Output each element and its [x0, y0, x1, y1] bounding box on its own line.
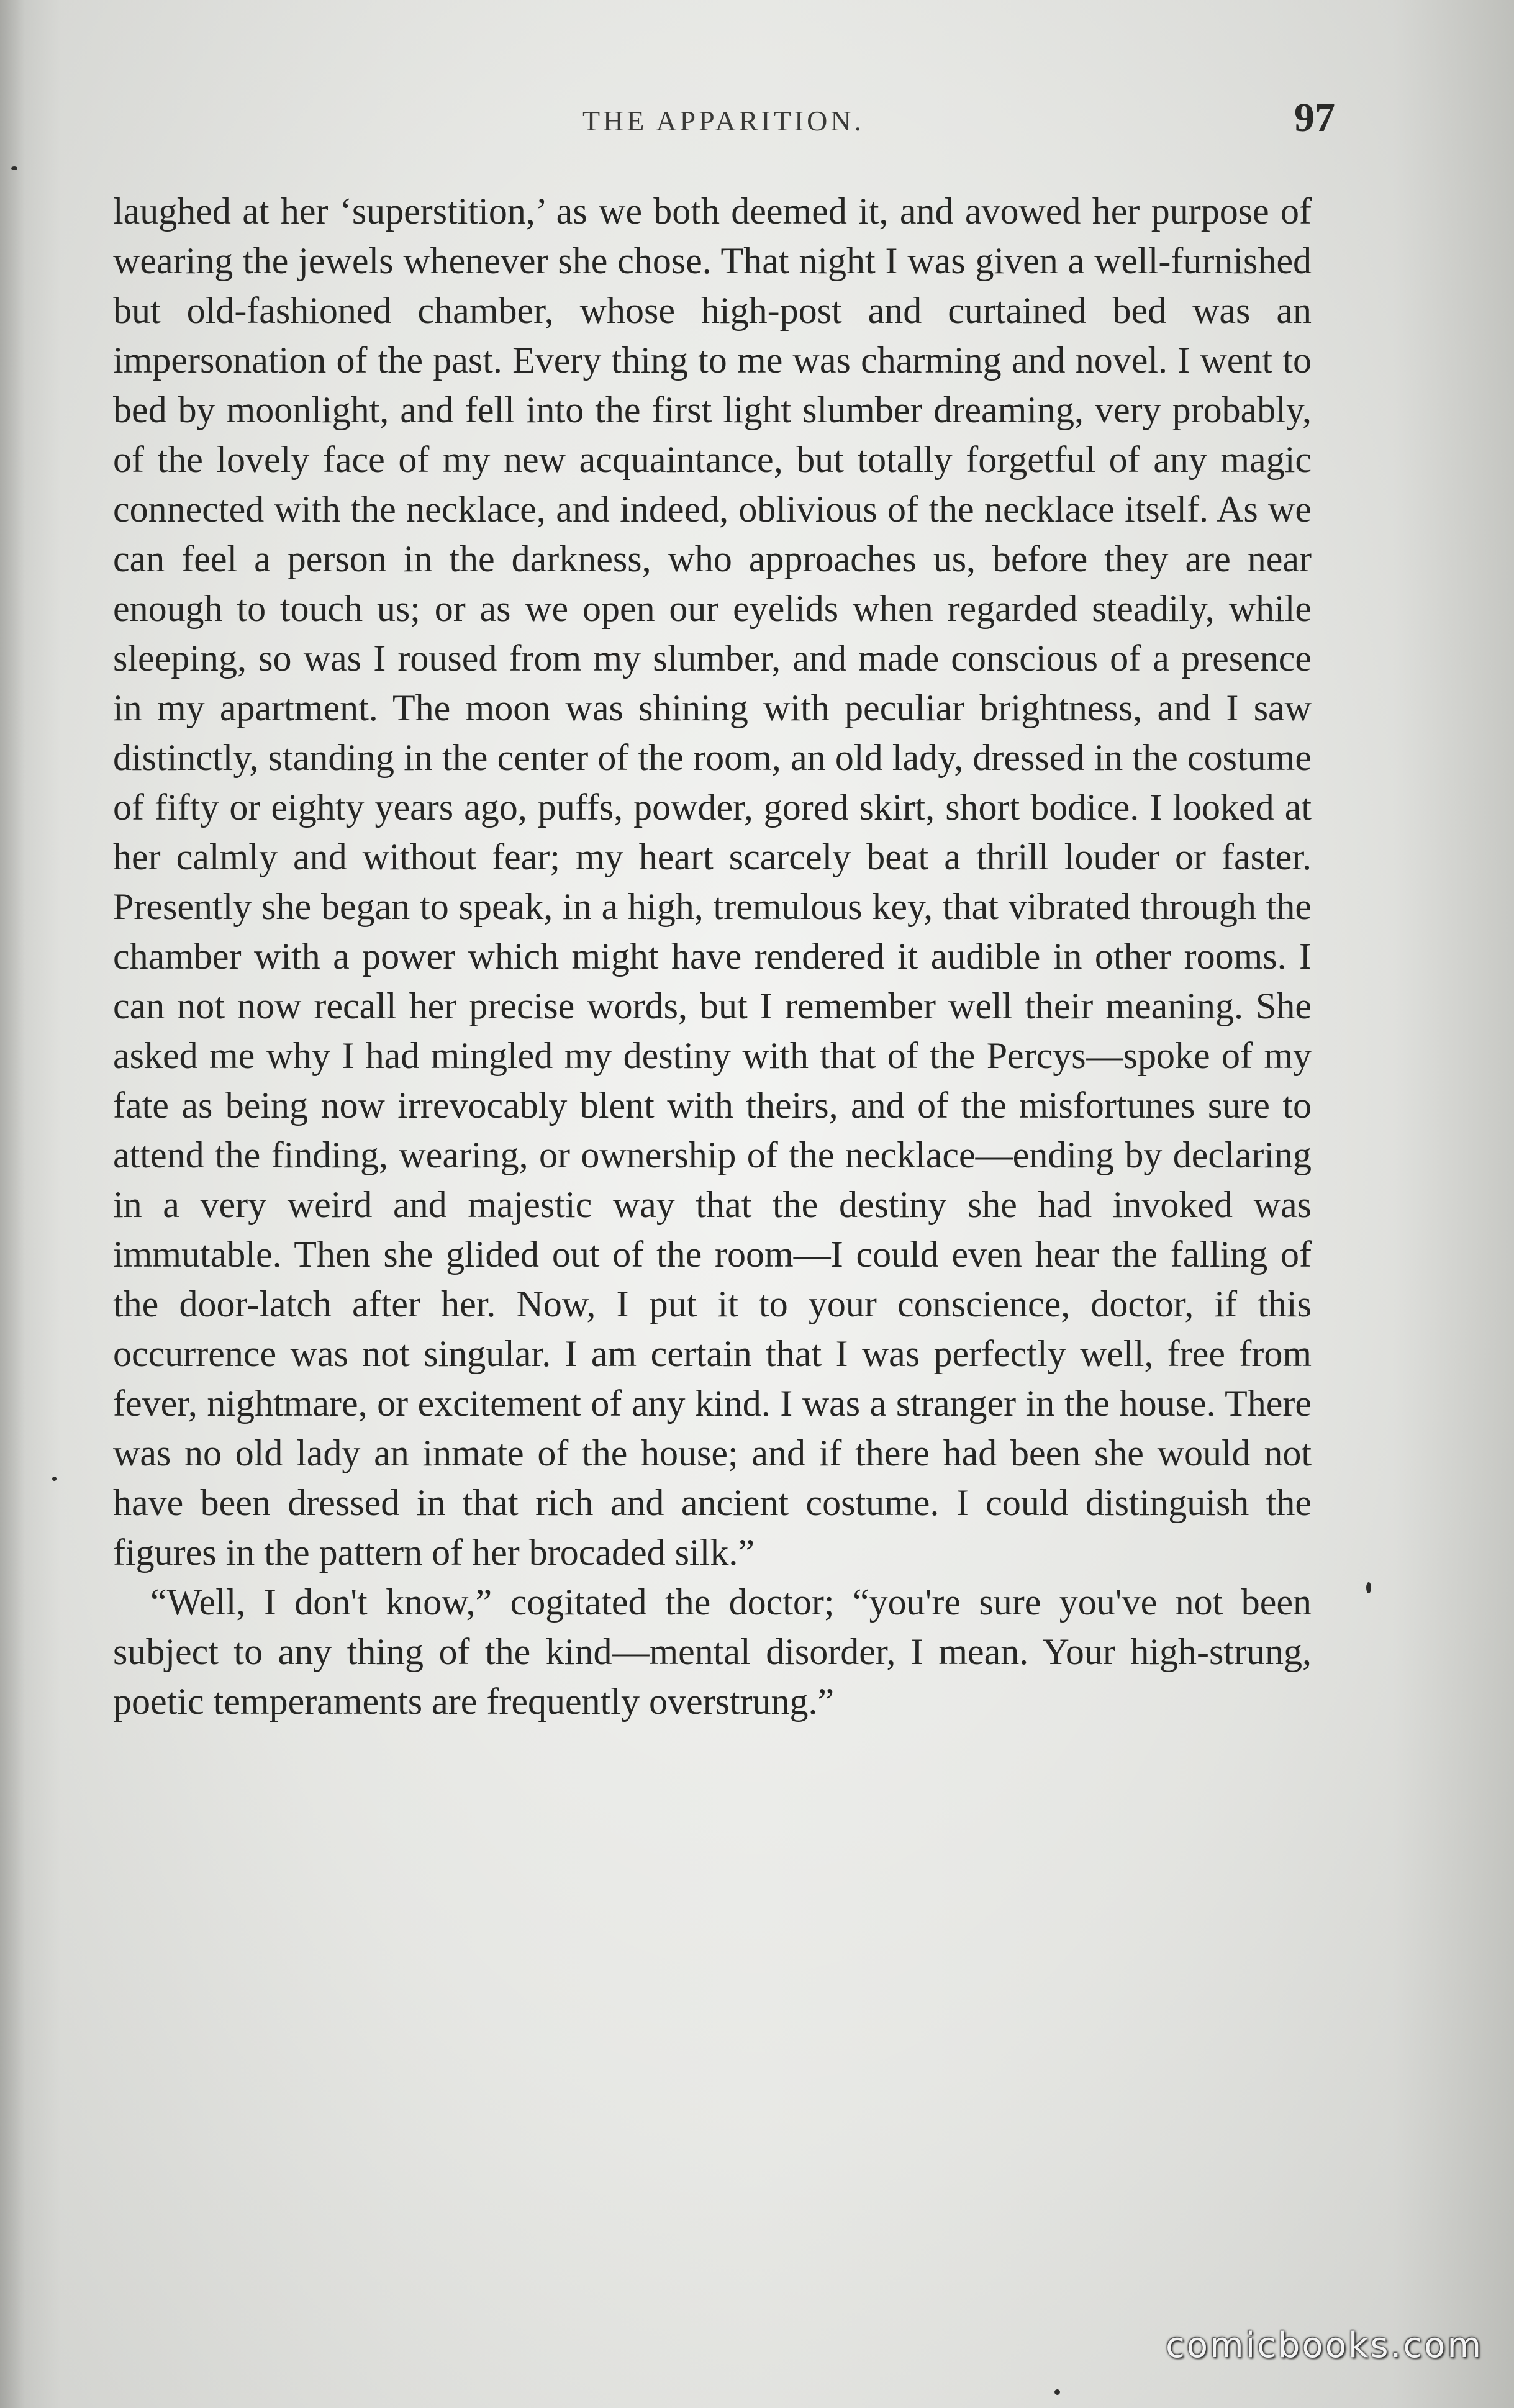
paragraph-2: “Well, I don't know,” cogitated the doctor; “you're sure you've not been subject to any thing of the kind—mental disorder, I mean. Your high-strung, poetic temperaments are frequently overstrung.”	[113, 1582, 1312, 1722]
watermark: comicbooks.com	[1165, 2325, 1483, 2366]
page-edge-shadow	[0, 0, 25, 2408]
paragraph-1: laughed at her ‘superstition,’ as we both deemed it, and avowed her purpose of wearing the jewels whenever she chose. That night I was given a well-furnished but old-fashioned chamber, whose high-post and curtained bed was an impersonation of the past. Every thing to me was charming and novel. I went to bed by moonlight, and fell into the first light slumber dreaming, very probably, of the lovely face of my new acquaintance, but totally forgetful of any magic connected with the necklace, and indeed, oblivious of the necklace itself. As we can feel a person in the darkness, who approaches us, before they are near enough to touch us; or as we open our eyelids when regarded steadily, while sleeping, so was I roused from my slumber, and made conscious of a presence in my apartment. The moon was shining with peculiar brightness, and I saw distinctly, standing in the center of the room, an old lady, dressed in the costume of fifty or eighty years ago, puffs, powder, gored skirt, short bodice. I looked at her calmly and without fear; my heart scarcely beat a thrill louder or faster. Presently she began to speak, in a high, tremulous key, that vibrated through the chamber with a power which might have rendered it audible in other rooms. I can not now recall her precise words, but I remember well their meaning. She asked me why I had mingled my destiny with that of the Percys—spoke of my fate as being now irrevocably blent with theirs, and of the misfortunes sure to attend the finding, wearing, or ownership of the necklace—ending by declaring in a very weird and majestic way that the destiny she had invoked was immutable. Then she glided out of the room—I could even hear the falling of the door-latch after her. Now, I put it to your conscience, doctor, if this occurrence was not singular. I am certain that I was perfectly well, free from fever, nightmare, or excitement of any kind. I was a stranger in the house. There was no old lady an inmate of the house; and if there had been she would not have been dressed in that rich and ancient costume. I could distinguish the figures in the pattern of her brocaded silk.”	[113, 191, 1312, 1573]
page-number: 97	[1294, 95, 1335, 140]
ink-speck	[11, 166, 17, 170]
ink-speck	[52, 1477, 57, 1481]
running-title: THE APPARITION.	[582, 105, 865, 137]
body-text	[113, 186, 1312, 1726]
ink-speck	[1366, 1582, 1371, 1593]
ink-speck	[1054, 2389, 1060, 2395]
page-header	[112, 95, 1335, 154]
